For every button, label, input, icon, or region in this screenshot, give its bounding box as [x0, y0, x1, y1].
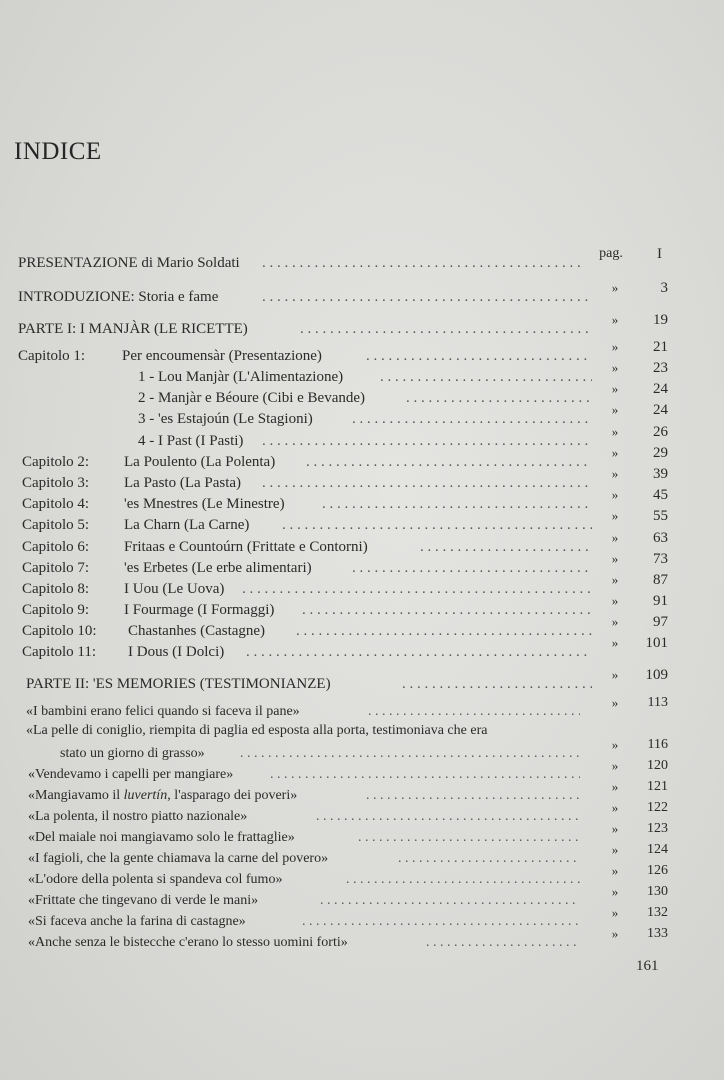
dot-leader — [426, 932, 580, 954]
toc-label: 2 - Manjàr e Béoure (Cibi e Bevande) — [138, 390, 365, 406]
dot-leader — [352, 557, 592, 579]
toc-marker: » — [611, 280, 619, 295]
toc-page-number: 109 — [645, 667, 668, 683]
toc-label: PARTE II: 'ES MEMORIES (TESTIMONIANZE) — [26, 676, 331, 692]
toc-page-number: 23 — [653, 360, 668, 376]
chapter-label: Capitolo 8: — [22, 581, 90, 597]
dot-leader — [398, 848, 580, 870]
toc-marker: » — [611, 508, 619, 523]
chapter-label: Capitolo 4: — [22, 496, 90, 512]
toc-page-number: I — [657, 246, 662, 262]
dot-leader — [380, 366, 592, 388]
toc-label: «Del maiale noi mangiavamo solo le frattaglie» — [28, 830, 295, 845]
page-title: INDICE — [14, 138, 102, 165]
dot-leader — [242, 578, 592, 600]
toc-marker: » — [611, 614, 619, 629]
toc-marker: » — [611, 635, 619, 650]
toc-page-number: 73 — [653, 551, 668, 567]
toc-marker: » — [611, 402, 619, 417]
dot-leader — [406, 387, 592, 409]
toc-marker: pag. — [599, 246, 623, 261]
toc-row — [0, 246, 724, 274]
toc-row — [0, 280, 724, 308]
toc-page-number: 91 — [653, 593, 668, 609]
toc-page-number: 55 — [653, 508, 668, 524]
dot-leader — [240, 743, 580, 765]
toc-page-number: 121 — [647, 779, 668, 794]
toc-marker: » — [611, 667, 619, 682]
dot-leader — [300, 318, 592, 340]
dot-leader — [358, 827, 580, 849]
toc-label: «L'odore della polenta si spandeva col fumo» — [28, 872, 283, 887]
dot-leader — [306, 451, 592, 473]
toc-label: 1 - Lou Manjàr (L'Alimentazione) — [138, 369, 344, 385]
toc-page-number: 19 — [653, 312, 668, 328]
toc-marker: » — [611, 530, 619, 545]
toc-label: «La polenta, il nostro piatto nazionale» — [28, 809, 248, 824]
dot-leader — [346, 869, 580, 891]
toc-marker: » — [611, 381, 619, 396]
toc-label: «Mangiavamo il luvertín, l'asparago dei poveri» — [28, 788, 298, 803]
chapter-label: Capitolo 3: — [22, 475, 90, 491]
chapter-label: Capitolo 9: — [22, 602, 90, 618]
toc-label: La Charn (La Carne) — [124, 517, 250, 533]
dot-leader — [320, 890, 580, 912]
toc-label: I Uou (Le Uova) — [124, 581, 225, 597]
chapter-label: Capitolo 7: — [22, 560, 90, 576]
toc-page-number: 97 — [653, 614, 668, 630]
toc-page-number: 39 — [653, 466, 668, 482]
toc-label: La Poulento (La Polenta) — [124, 454, 276, 470]
toc-label: PARTE I: I MANJÀR (LE RICETTE) — [18, 321, 248, 337]
toc-marker: » — [611, 593, 619, 608]
toc-label: «Frittate che tingevano di verde le mani» — [28, 893, 259, 908]
italic-word: luvertín — [123, 788, 168, 803]
toc-page-number: 24 — [653, 402, 668, 418]
toc-label: La Pasto (La Pasta) — [124, 475, 242, 491]
chapter-label: Capitolo 1: — [18, 348, 86, 364]
toc-marker: » — [611, 758, 619, 773]
dot-leader — [402, 673, 592, 695]
toc-label: «I fagioli, che la gente chiamava la carne del povero» — [28, 851, 329, 866]
dot-leader — [316, 806, 580, 828]
toc-marker: » — [611, 863, 619, 878]
toc-page-number: 45 — [653, 487, 668, 503]
toc-marker: » — [611, 487, 619, 502]
dot-leader — [420, 536, 592, 558]
dot-leader — [296, 620, 592, 642]
toc-label: PRESENTAZIONE di Mario Soldati — [18, 255, 240, 271]
toc-marker: » — [611, 695, 619, 710]
dot-leader — [282, 514, 592, 536]
toc-page-number: 3 — [660, 280, 668, 296]
toc-marker: » — [611, 821, 619, 836]
toc-label: «La pelle di coniglio, riempita di paglia ed esposta alla porta, testimoniava che era — [26, 723, 488, 738]
toc-row — [0, 926, 724, 954]
toc-page-number: 132 — [647, 905, 668, 920]
dot-leader — [270, 764, 580, 786]
toc-label: «Si faceva anche la farina di castagne» — [28, 914, 246, 929]
dot-leader — [262, 472, 592, 494]
toc-label: 3 - 'es Estajoún (Le Stagioni) — [138, 411, 313, 427]
toc-page-number: 123 — [647, 821, 668, 836]
toc-page-number: 87 — [653, 572, 668, 588]
toc-row — [0, 635, 724, 663]
dot-leader — [366, 345, 592, 367]
toc-page-number: 126 — [647, 863, 668, 878]
toc-label: «Vendevamo i capelli per mangiare» — [28, 767, 234, 782]
dot-leader — [246, 641, 592, 663]
toc-page-number: 116 — [647, 737, 668, 752]
toc-label: I Dous (I Dolci) — [128, 644, 225, 660]
toc-label: INTRODUZIONE: Storia e fame — [18, 289, 219, 305]
toc-page-number: 113 — [647, 695, 668, 710]
toc-label: stato un giorno di grasso» — [60, 746, 205, 761]
toc-marker: » — [611, 339, 619, 354]
toc-marker: » — [611, 926, 619, 941]
toc-page-number: 124 — [647, 842, 668, 857]
toc-marker: » — [611, 424, 619, 439]
dot-leader — [302, 911, 580, 933]
dot-leader — [322, 493, 592, 515]
dot-leader — [262, 430, 592, 452]
page-number: 161 — [636, 958, 659, 974]
toc-marker: » — [611, 466, 619, 481]
toc-page-number: 120 — [647, 758, 668, 773]
toc-label: «Anche senza le bistecche c'erano lo stesso uomini forti» — [28, 935, 348, 950]
toc-marker: » — [611, 572, 619, 587]
chapter-label: Capitolo 6: — [22, 539, 90, 555]
dot-leader — [262, 286, 592, 308]
toc-page-number: 26 — [653, 424, 668, 440]
dot-leader — [262, 252, 580, 274]
chapter-label: Capitolo 11: — [22, 644, 97, 660]
toc-label: 'es Mnestres (Le Minestre) — [124, 496, 285, 512]
toc-page-number: 101 — [645, 635, 668, 651]
toc-label: I Fourmage (I Formaggi) — [124, 602, 275, 618]
toc-label: Per encoumensàr (Presentazione) — [122, 348, 322, 364]
toc-label: «I bambini erano felici quando si faceva il pane» — [26, 704, 300, 719]
toc-page-number: 130 — [647, 884, 668, 899]
toc-page-number: 122 — [647, 800, 668, 815]
toc-marker: » — [611, 905, 619, 920]
toc-page-number: 133 — [647, 926, 668, 941]
toc-marker: » — [611, 312, 619, 327]
toc-page-number: 24 — [653, 381, 668, 397]
dot-leader — [302, 599, 592, 621]
toc-page-number: 29 — [653, 445, 668, 461]
dot-leader — [366, 785, 580, 807]
toc-page-number: 63 — [653, 530, 668, 546]
toc-marker: » — [611, 551, 619, 566]
toc-label: 4 - I Past (I Pasti) — [138, 433, 244, 449]
toc-marker: » — [611, 360, 619, 375]
toc-marker: » — [611, 737, 619, 752]
chapter-label: Capitolo 2: — [22, 454, 90, 470]
toc-marker: » — [611, 842, 619, 857]
toc-label: 'es Erbetes (Le erbe alimentari) — [124, 560, 312, 576]
toc-label: Chastanhes (Castagne) — [128, 623, 266, 639]
toc-marker: » — [611, 779, 619, 794]
chapter-label: Capitolo 5: — [22, 517, 90, 533]
toc-marker: » — [611, 800, 619, 815]
toc-marker: » — [611, 445, 619, 460]
toc-marker: » — [611, 884, 619, 899]
toc-label: Fritaas e Countoúrn (Frittate e Contorni) — [124, 539, 368, 555]
toc-page-number: 21 — [653, 339, 668, 355]
chapter-label: Capitolo 10: — [22, 623, 97, 639]
dot-leader — [352, 408, 592, 430]
